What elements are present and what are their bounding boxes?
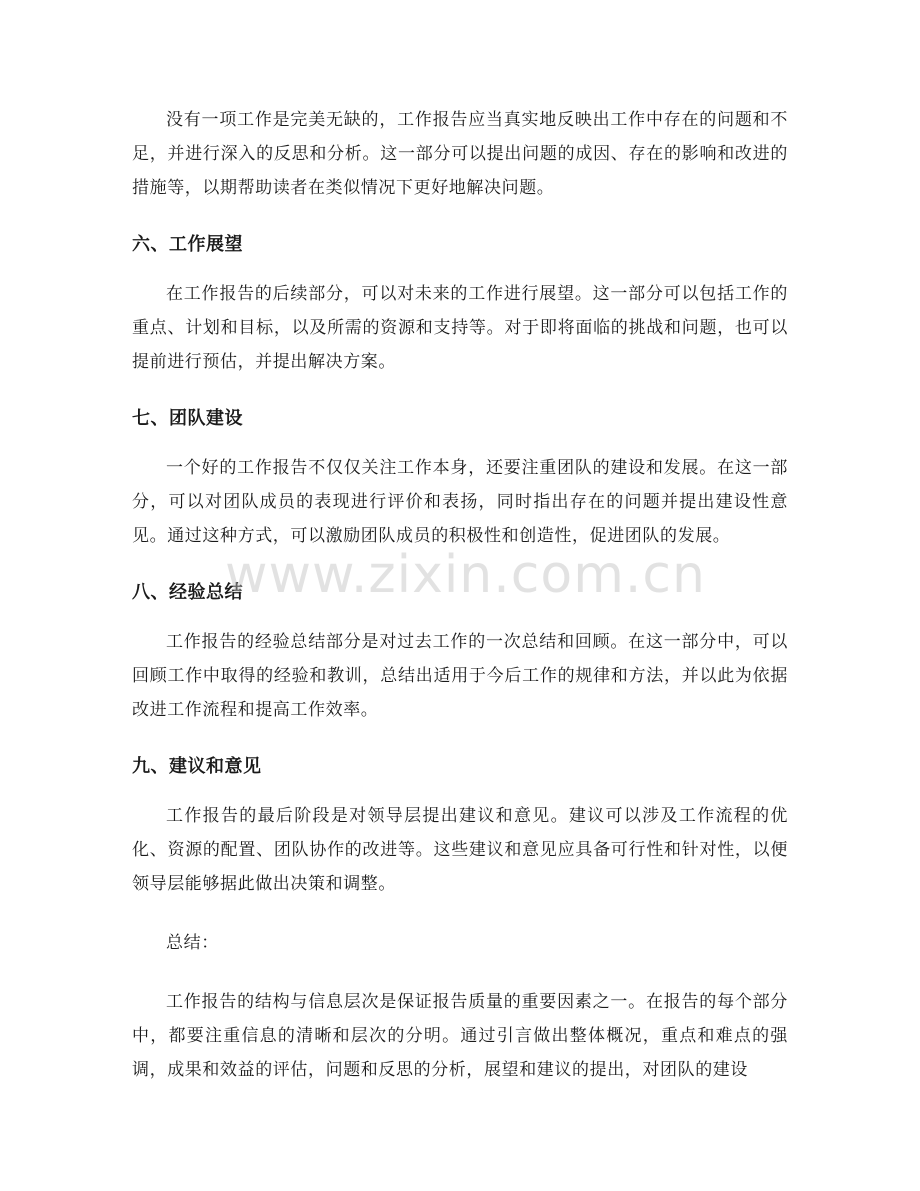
watermark: www.zixin.com.cn	[225, 545, 706, 605]
section-paragraph-outlook: 在工作报告的后续部分，可以对未来的工作进行展望。这一部分可以包括工作的重点、计划和目标，以及所需的资源和支持等。对于即将面临的挑战和问题，也可以提前进行预估，并提出解决方案。	[132, 284, 788, 372]
section-heading-experience: 八、经验总结	[132, 582, 243, 603]
summary-label: 总结：	[166, 933, 219, 953]
section-paragraph-team: 一个好的工作报告不仅仅关注工作本身，还要注重团队的建设和发展。在这一部分，可以对团队成员的表现进行评价和表扬，同时指出存在的问题并提出建设性意见。通过这种方式，可以激励团队成员的积极性和创造性，促进团队的发展。	[132, 458, 788, 546]
section-heading-team: 七、团队建设	[132, 408, 243, 429]
intro-paragraph: 没有一项工作是完美无缺的，工作报告应当真实地反映出工作中存在的问题和不足，并进行深入的反思和分析。这一部分可以提出问题的成因、存在的影响和改进的措施等，以期帮助读者在类似情况下更好地解决问题。	[132, 110, 788, 198]
section-paragraph-experience: 工作报告的经验总结部分是对过去工作的一次总结和回顾。在这一部分中，可以回顾工作中取得的经验和教训，总结出适用于今后工作的规律和方法，并以此为依据改进工作流程和提高工作效率。	[132, 632, 788, 720]
summary-paragraph: 工作报告的结构与信息层次是保证报告质量的重要因素之一。在报告的每个部分中，都要注重信息的清晰和层次的分明。通过引言做出整体概况，重点和难点的强调，成果和效益的评估，问题和反思的分析，展望和建议的提出，对团队的建设	[132, 992, 788, 1080]
section-heading-outlook: 六、工作展望	[132, 234, 243, 255]
section-paragraph-suggestions: 工作报告的最后阶段是对领导层提出建议和意见。建议可以涉及工作流程的优化、资源的配置、团队协作的改进等。这些建议和意见应具备可行性和针对性，以便领导层能够据此做出决策和调整。	[132, 806, 788, 894]
document-body	[132, 103, 788, 1087]
section-heading-suggestions: 九、建议和意见	[132, 756, 262, 777]
